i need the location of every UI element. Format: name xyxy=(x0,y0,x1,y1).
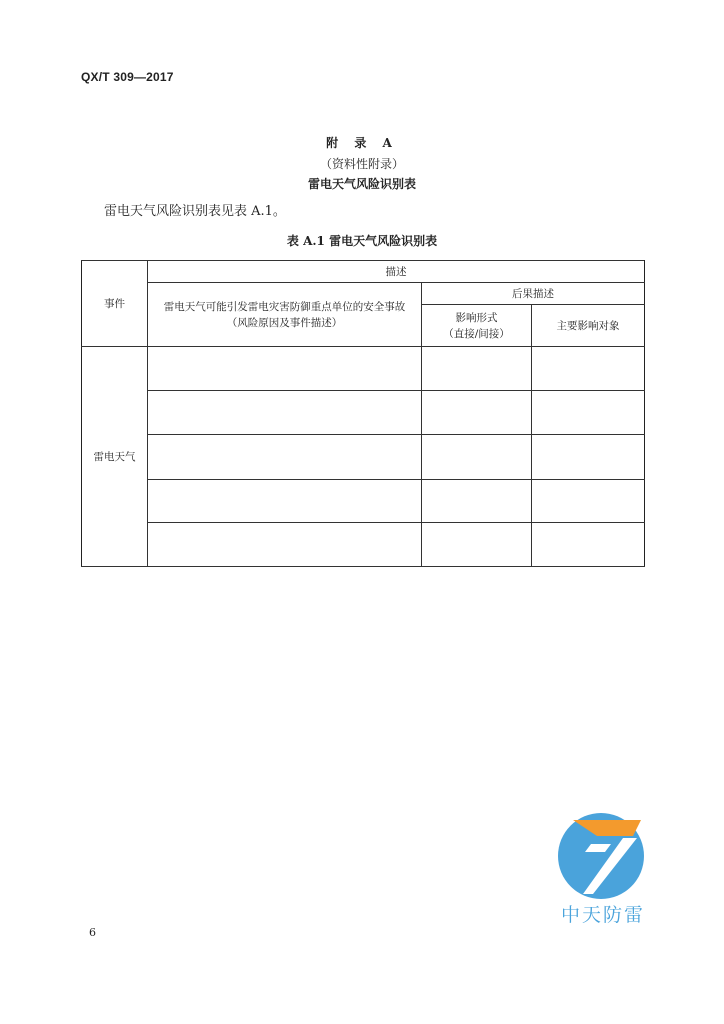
header-accident xyxy=(148,283,422,347)
table-cell xyxy=(532,435,645,480)
row-event-label: 雷电天气 xyxy=(82,347,148,567)
appendix-type: （资料性附录） xyxy=(319,157,404,171)
header-event: 事件 xyxy=(82,261,148,347)
header-impact-form-line2: （直接/间接） xyxy=(443,327,510,340)
table-cell xyxy=(422,480,532,523)
table-cell xyxy=(532,523,645,567)
header-impact-form-line1: 影响形式 xyxy=(455,311,498,324)
appendix-title: 附 录 A xyxy=(326,136,398,150)
risk-identification-table xyxy=(81,260,645,567)
page-number: 6 xyxy=(89,926,96,939)
table-caption: 表 A.1 雷电天气风险识别表 xyxy=(286,234,438,248)
standard-code: QX/T 309—2017 xyxy=(81,70,174,84)
table-cell xyxy=(422,391,532,435)
header-consequence: 后果描述 xyxy=(422,283,645,305)
table-cell xyxy=(148,523,422,567)
table-cell xyxy=(148,435,422,480)
table-cell xyxy=(148,480,422,523)
table-cell xyxy=(422,435,532,480)
table-cell xyxy=(422,347,532,391)
table-cell xyxy=(532,391,645,435)
table-cell xyxy=(422,523,532,567)
intro-text: 雷电天气风险识别表见表 A.1。 xyxy=(104,204,286,219)
appendix-name: 雷电天气风险识别表 xyxy=(307,177,416,191)
header-impact-form xyxy=(422,305,532,347)
table-cell xyxy=(148,391,422,435)
table-cell xyxy=(148,347,422,391)
header-impact-target: 主要影响对象 xyxy=(532,305,645,347)
header-accident-line2: （风险原因及事件描述） xyxy=(226,316,343,329)
table-cell xyxy=(532,480,645,523)
header-description: 描述 xyxy=(148,261,645,283)
watermark-text: 中天防雷 xyxy=(560,904,645,926)
header-accident-line1: 雷电天气可能引发雷电灾害防御重点单位的安全事故 xyxy=(163,300,406,313)
table-cell xyxy=(532,347,645,391)
